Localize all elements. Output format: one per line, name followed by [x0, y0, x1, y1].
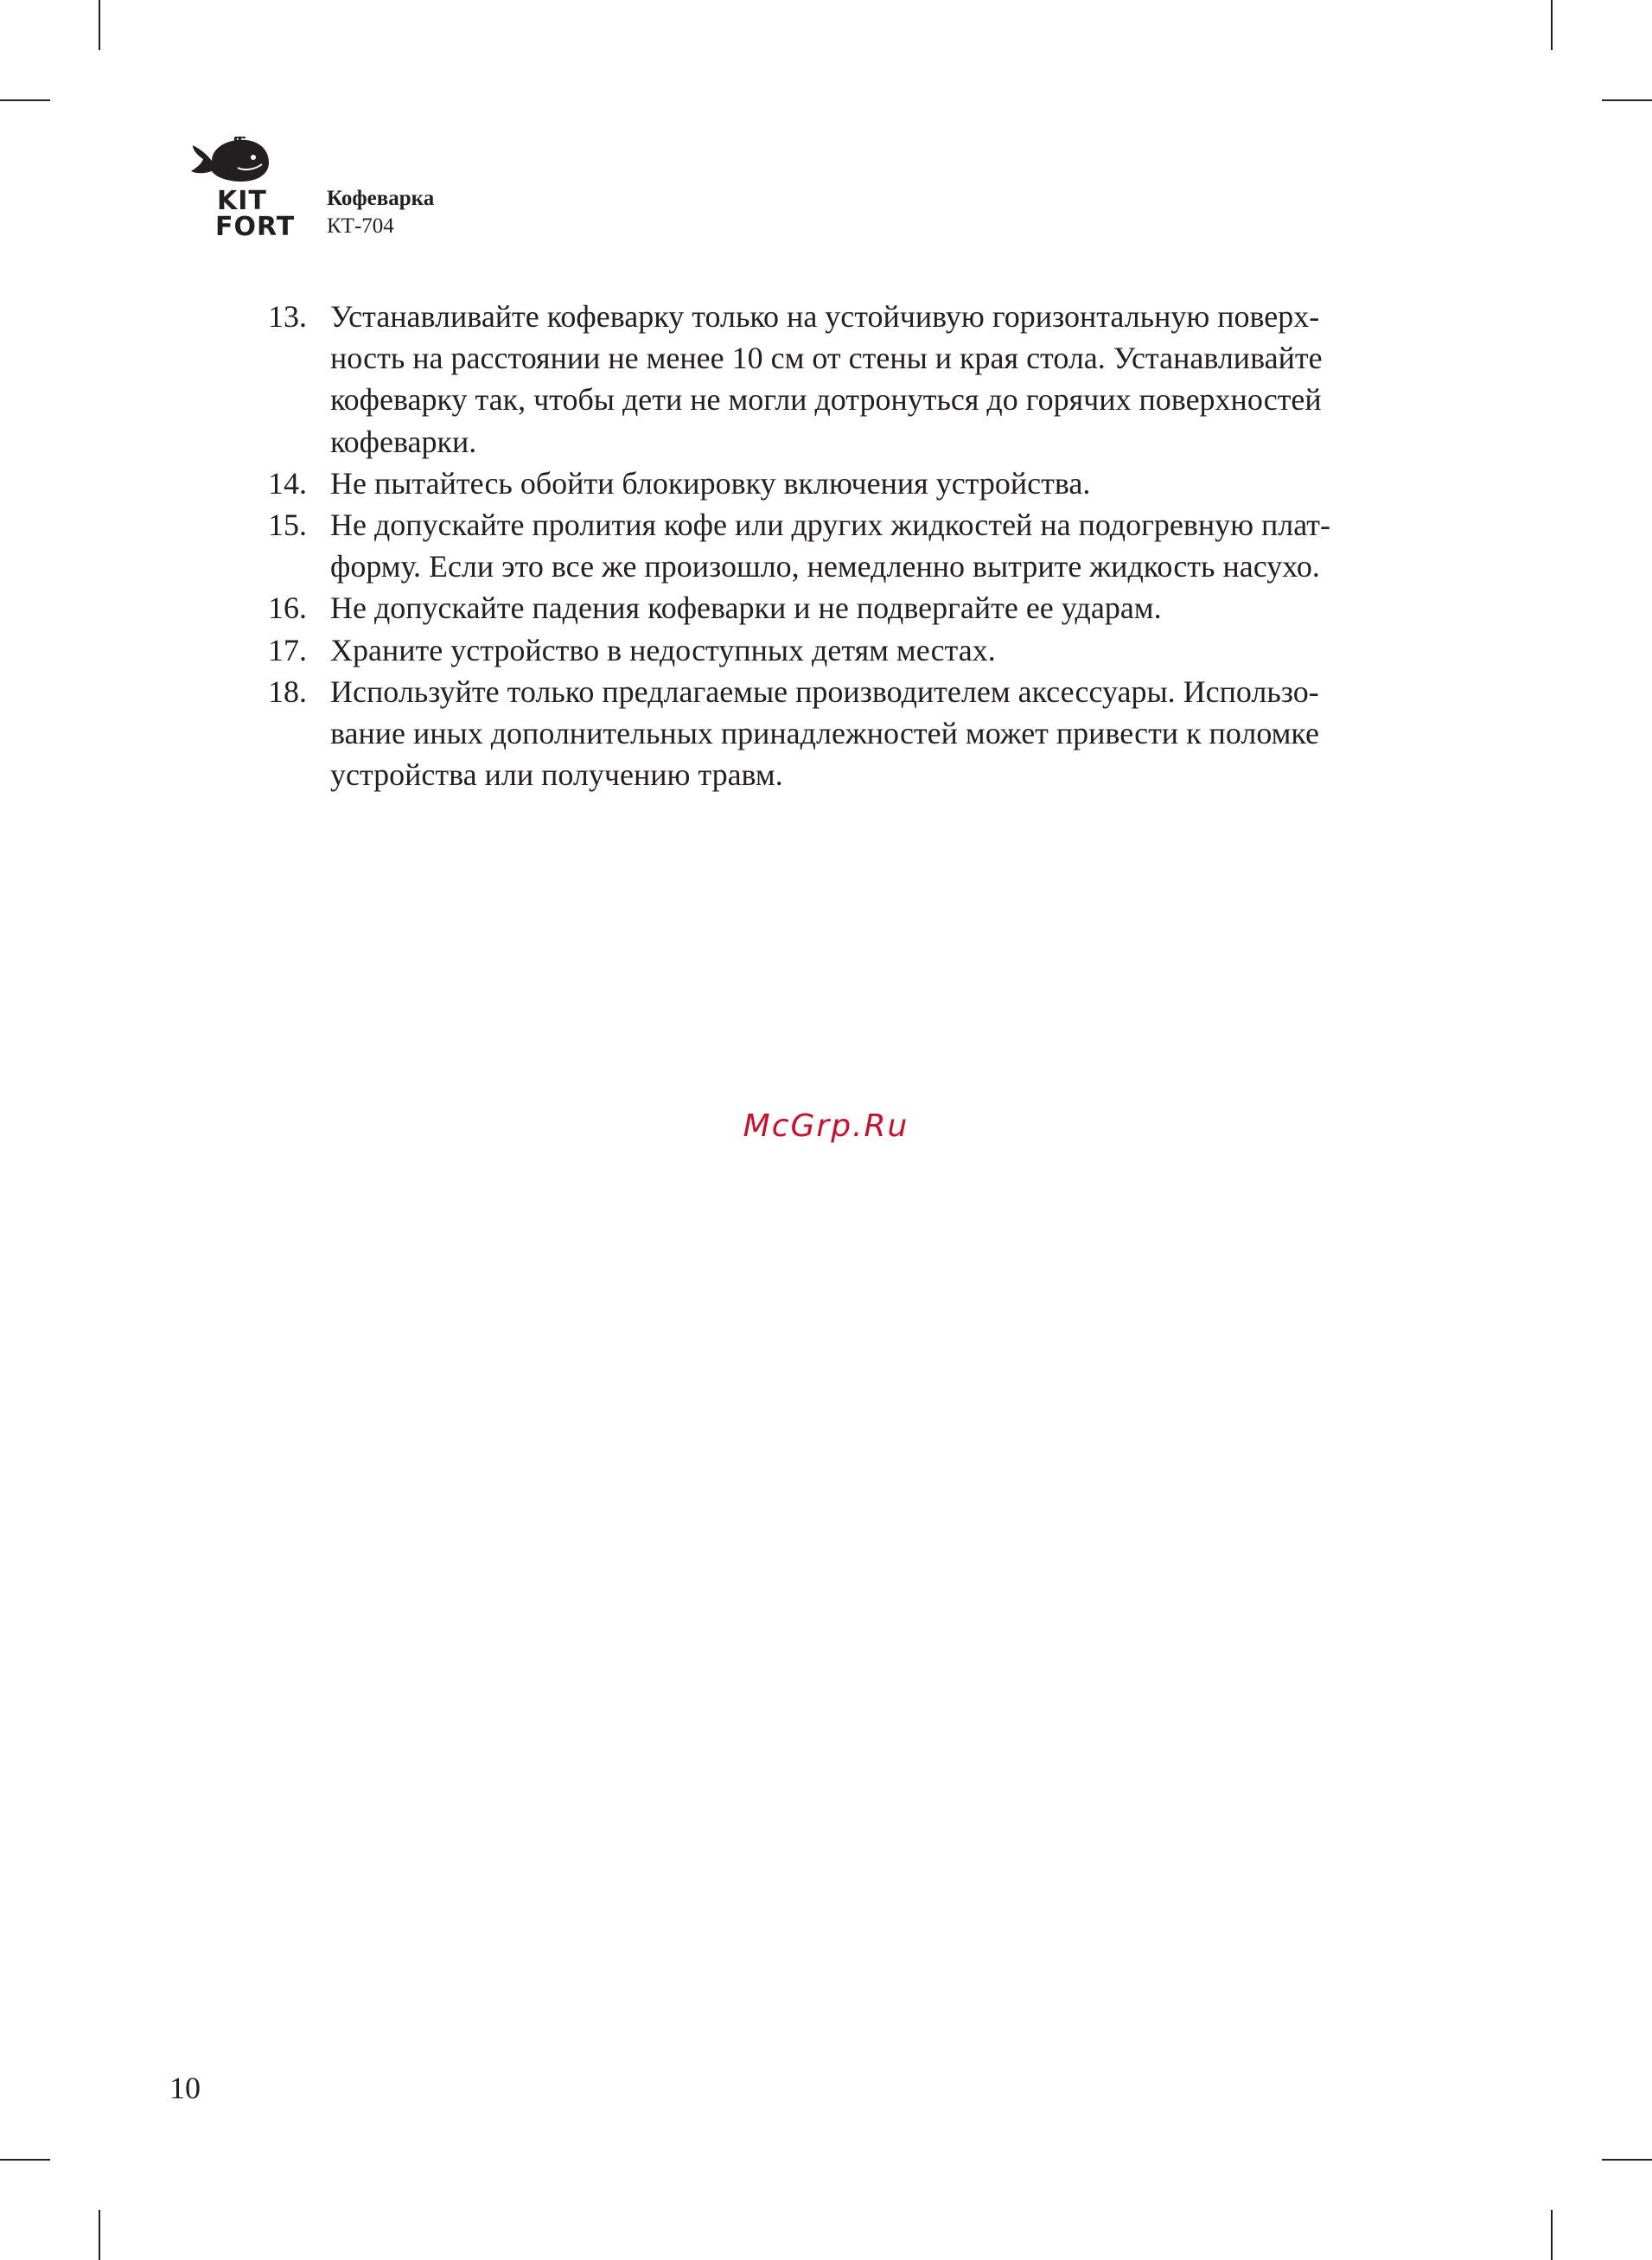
item-line: Не допускайте падения кофеварки и не подвергайте ее ударам.	[330, 591, 1162, 626]
product-header	[327, 185, 434, 240]
watermark: McGrp.Ru	[743, 1108, 909, 1144]
item-line: кофеварки.	[330, 424, 477, 459]
brand-fort: FORT	[215, 212, 296, 242]
list-item-15	[256, 504, 1414, 587]
product-model: КТ-704	[327, 214, 394, 238]
item-line: Устанавливайте кофеварку только на устойчивую горизонтальную поверх-	[330, 299, 1320, 334]
brand-kit: KIT	[217, 186, 267, 216]
crop-mark-right-bottom	[1602, 2159, 1652, 2161]
item-number: 16.	[268, 591, 307, 626]
item-line: Используйте только предлагаемые производителем аксессуары. Использо-	[330, 674, 1319, 709]
item-line: вание иных дополнительных принадлежностей может привести к поломке	[330, 716, 1319, 751]
item-line: Не пытайтесь обойти блокировку включения устройства.	[330, 465, 1091, 501]
crop-mark-right-top	[1602, 99, 1652, 101]
item-number: 18.	[268, 674, 307, 709]
page-number: 10	[169, 2071, 201, 2105]
crop-mark-bottom-left	[99, 2210, 100, 2260]
list-item-16	[256, 587, 1414, 629]
whale-icon	[186, 137, 298, 188]
product-name: Кофеварка	[327, 187, 435, 210]
crop-mark-top-right	[1551, 0, 1553, 50]
crop-mark-left-top	[0, 99, 50, 101]
list-item-17	[256, 629, 1414, 671]
crop-mark-left-bottom	[0, 2159, 50, 2161]
item-line: форму. Если это все же произошло, немедленно вытрите жидкость насухо.	[330, 549, 1320, 584]
item-number: 13.	[268, 299, 307, 334]
crop-mark-top-left	[99, 0, 100, 50]
item-line: Не допускайте пролития кофе или других жидкостей на подогревную плат-	[330, 508, 1331, 543]
item-line: кофеварку так, чтобы дети не могли дотронуться до горячих поверхностей	[330, 382, 1322, 418]
item-number: 14.	[268, 465, 307, 501]
item-line: ность на расстоянии не менее 10 см от стены и края стола. Устанавливайте	[330, 341, 1323, 376]
item-line: устройства или получению травм.	[330, 757, 783, 793]
list-item-14	[256, 463, 1414, 504]
kitfort-logo	[186, 137, 298, 242]
item-number: 17.	[268, 632, 307, 667]
list-item-13	[256, 296, 1414, 463]
crop-mark-bottom-right	[1551, 2210, 1553, 2260]
list-item-18	[256, 671, 1414, 796]
item-number: 15.	[268, 508, 307, 543]
item-line: Храните устройство в недоступных детям местах.	[330, 632, 996, 667]
safety-instructions-list	[256, 296, 1414, 795]
